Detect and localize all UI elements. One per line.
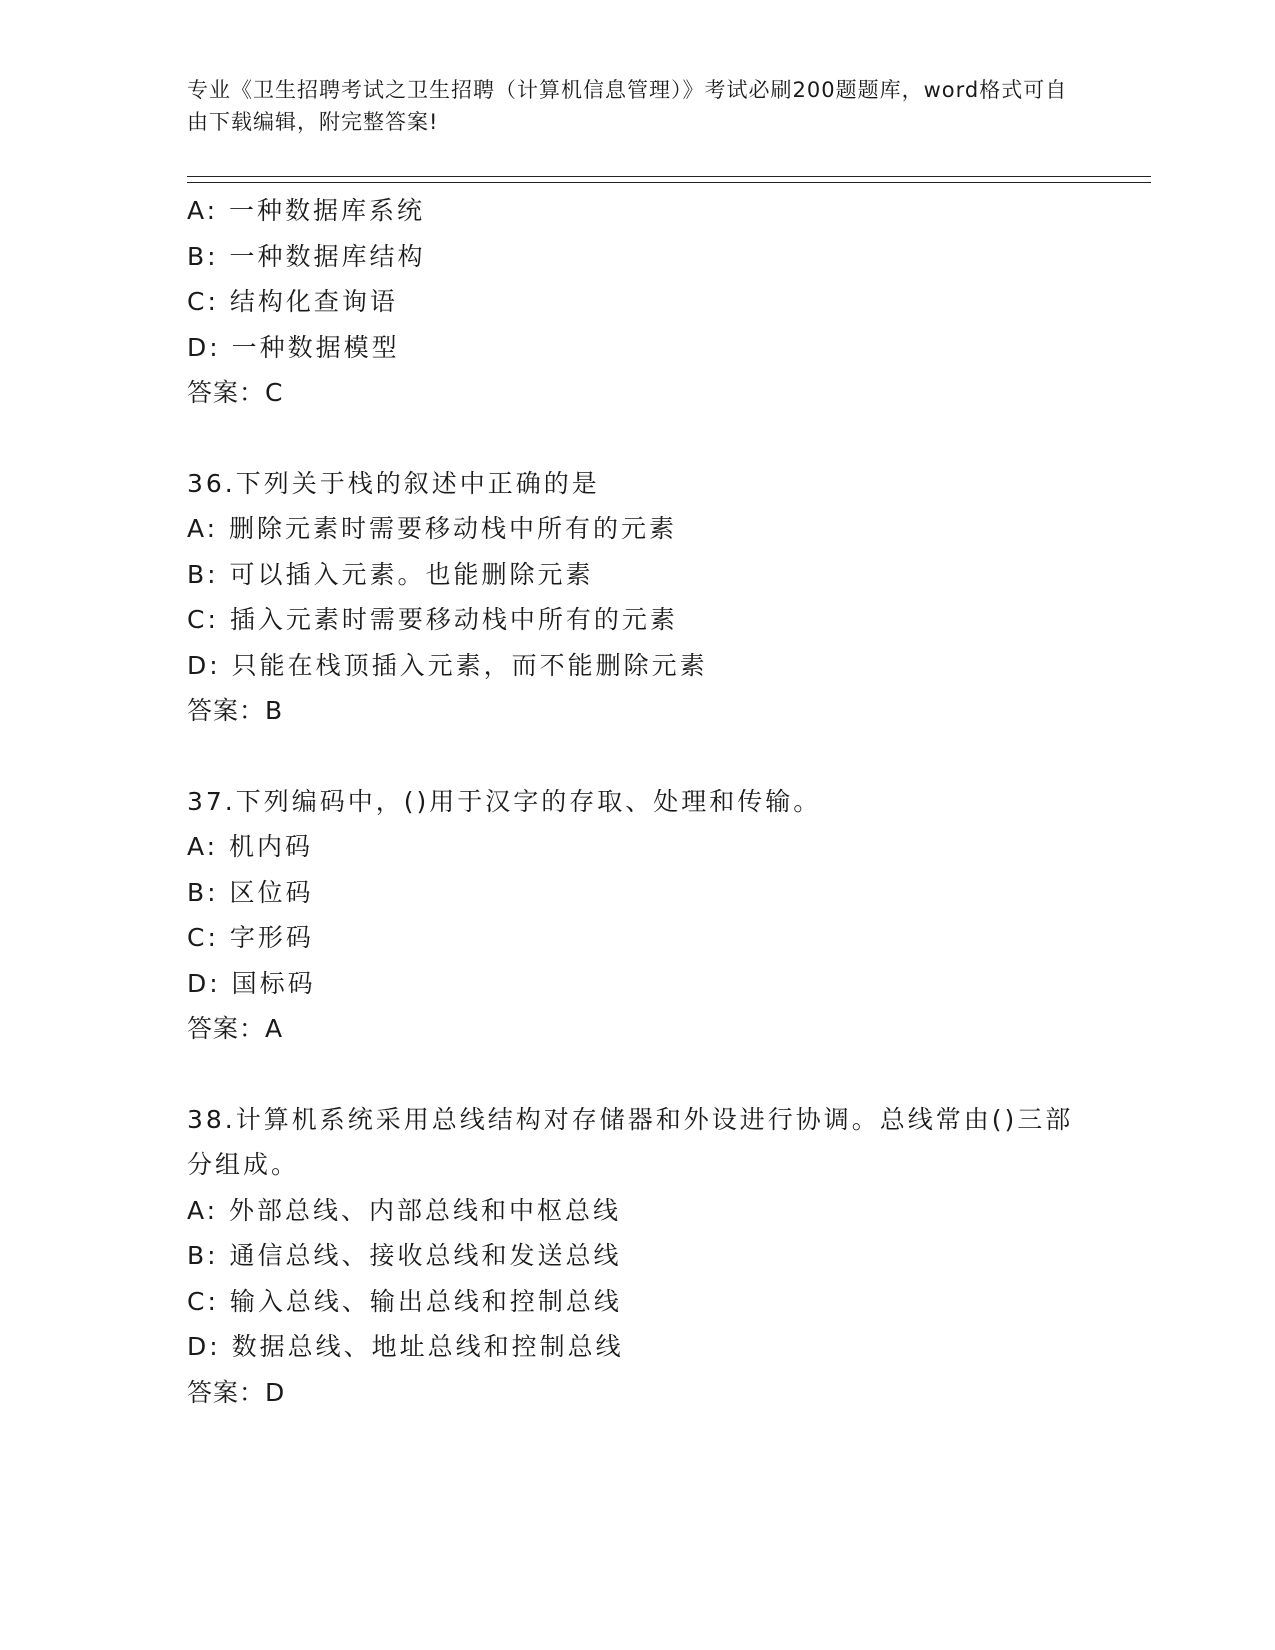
- option-b: B: 可以插入元素。也能删除元素: [187, 559, 594, 589]
- option-a: A: 一种数据库系统: [187, 196, 426, 225]
- question-37: [187, 779, 1147, 1052]
- answer-line: 答案：D: [187, 1377, 286, 1407]
- option-c: C: 输入总线、输出总线和控制总线: [187, 1286, 622, 1316]
- header-divider-bottom: [187, 182, 1151, 183]
- option-d: D: 数据总线、地址总线和控制总线: [187, 1332, 624, 1361]
- option-a: A: 外部总线、内部总线和中枢总线: [187, 1195, 622, 1225]
- answer-line: 答案：B: [187, 696, 284, 725]
- option-d: D: 一种数据模型: [187, 332, 400, 362]
- document-header: 专业《卫生招聘考试之卫生招聘（计算机信息管理）》考试必刷200题题库，word格式可自由下载编辑，附完整答案!: [187, 78, 1068, 134]
- question-36: [187, 461, 1147, 734]
- question-text: 38.计算机系统采用总线结构对存储器和外设进行协调。总线常由()三部分组成。: [187, 1104, 1074, 1179]
- option-c: C: 结构化查询语: [187, 287, 398, 316]
- option-a: A: 机内码: [187, 832, 314, 861]
- answer-line: 答案：A: [187, 1014, 284, 1043]
- option-b: B: 一种数据库结构: [187, 241, 426, 271]
- question-continued: [187, 188, 1147, 416]
- question-38: [187, 1097, 1147, 1416]
- question-text: 36.下列关于栈的叙述中正确的是: [187, 468, 600, 498]
- header-divider-top: [187, 176, 1151, 177]
- option-a: A: 删除元素时需要移动栈中所有的元素: [187, 514, 678, 543]
- option-b: B: 通信总线、接收总线和发送总线: [187, 1241, 622, 1270]
- question-text: 37.下列编码中，()用于汉字的存取、处理和传输。: [187, 786, 822, 816]
- question-list: [187, 188, 1147, 1415]
- option-d: D: 只能在栈顶插入元素，而不能删除元素: [187, 650, 708, 680]
- option-b: B: 区位码: [187, 877, 314, 907]
- answer-line: 答案：C: [187, 378, 284, 407]
- option-d: D: 国标码: [187, 968, 316, 998]
- option-c: C: 字形码: [187, 923, 314, 952]
- option-c: C: 插入元素时需要移动栈中所有的元素: [187, 605, 678, 634]
